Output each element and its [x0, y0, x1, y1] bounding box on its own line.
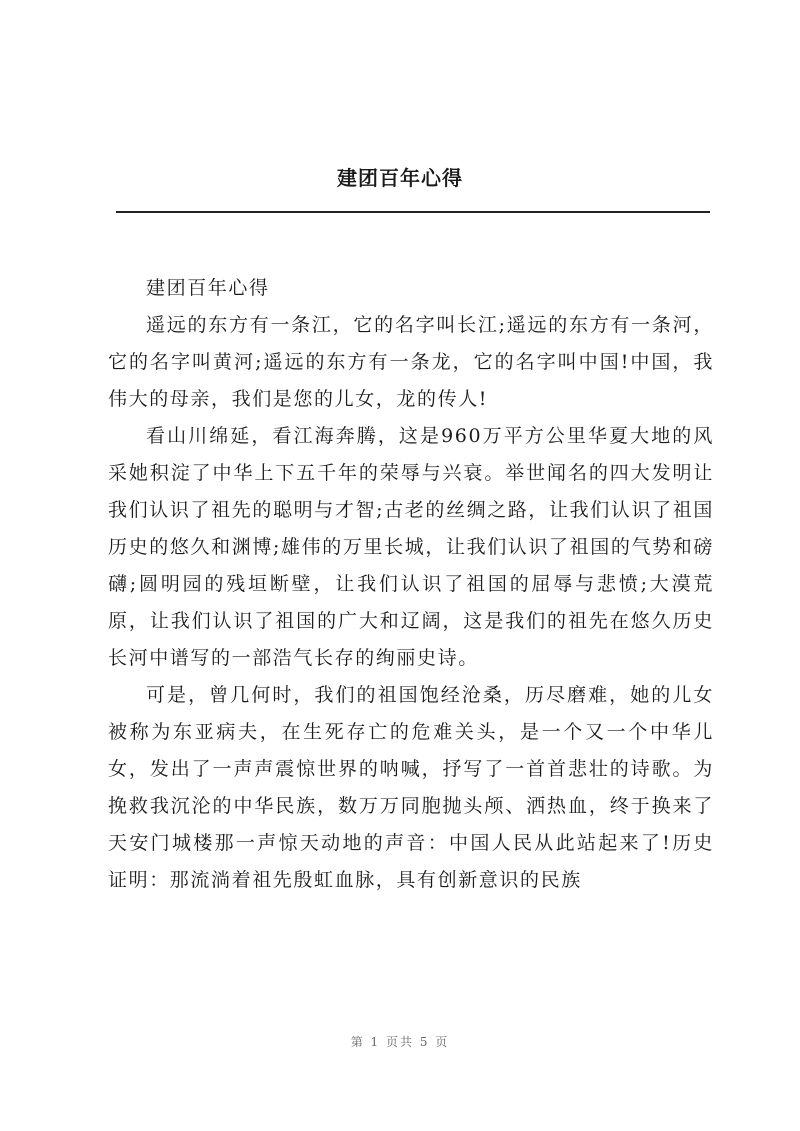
- document-body: [108, 270, 714, 899]
- page-number: 第 1 页共 5 页: [350, 1035, 450, 1049]
- paragraph: 可是，曾几何时，我们的祖国饱经沧桑，历尽磨难，她的儿女被称为东亚病夫，在生死存亡的危难关头，是一个又一个中华儿女，发出了一声声震惊世界的呐喊，抒写了一首首悲壮的诗歌。为挽救我沉沦的中华民族，数万万同胞抛头颅、洒热血，终于换来了天安门城楼那一声惊天动地的声音：中国人民从此站起来了!历史证明：那流淌着祖先殷虹血脉，具有创新意识的民族: [108, 684, 714, 891]
- paragraph: 遥远的东方有一条江，它的名字叫长江;遥远的东方有一条河，它的名字叫黄河;遥远的东方有一条龙，它的名字叫中国!中国，我伟大的母亲，我们是您的儿女，龙的传人!: [108, 314, 714, 410]
- paragraph-heading: 建团百年心得: [146, 277, 270, 299]
- paragraph: 看山川绵延，看江海奔腾，这是960万平方公里华夏大地的风采她积淀了中华上下五千年的荣辱与兴衰。举世闻名的四大发明让我们认识了祖先的聪明与才智;古老的丝绸之路，让我们认识了祖国历史的悠久和渊博;雄伟的万里长城，让我们认识了祖国的气势和磅礴;圆明园的残垣断壁，让我们认识了祖国的屈辱与悲愤;大漠荒原，让我们认识了祖国的广大和辽阔，这是我们的祖先在悠久历史长河中谱写的一部浩气长存的绚丽史诗。: [108, 425, 714, 669]
- page-title: 建团百年心得: [337, 166, 463, 190]
- title-divider: [116, 211, 710, 213]
